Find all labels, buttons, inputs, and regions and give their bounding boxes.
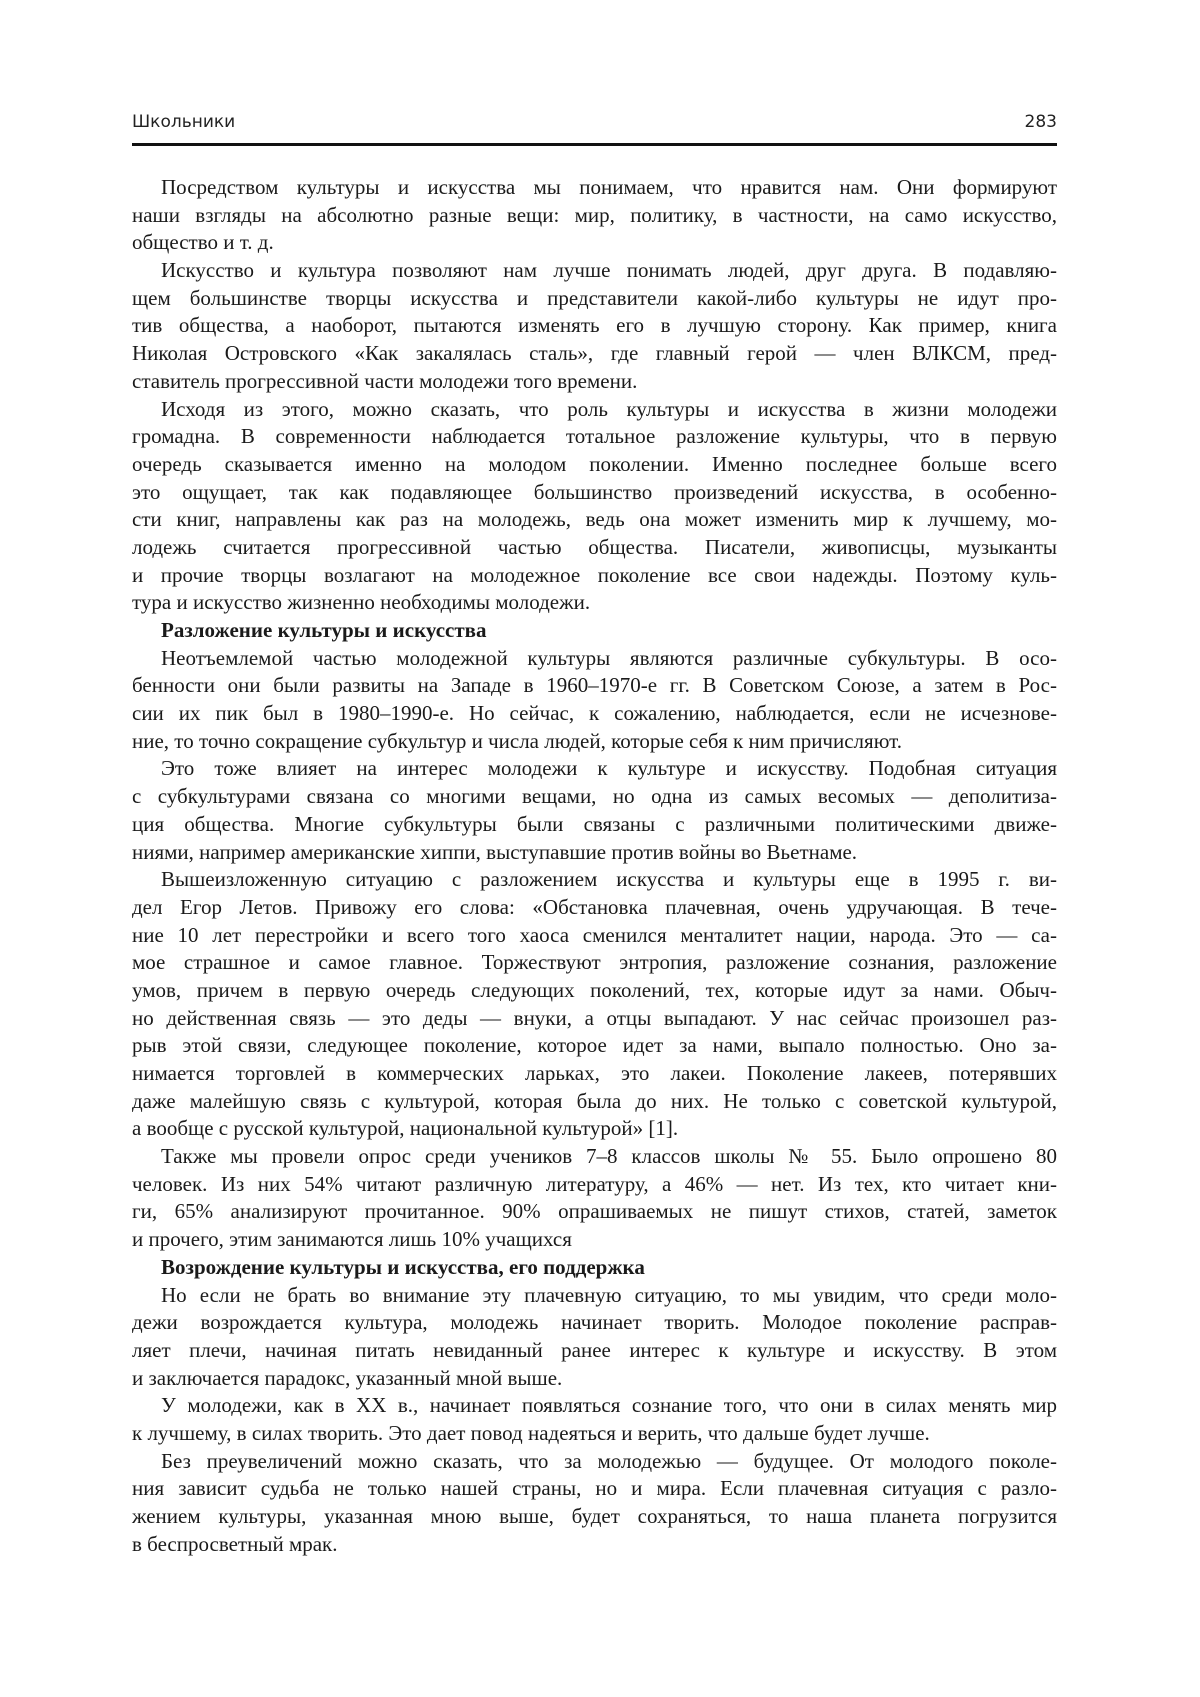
text-line: ставитель прогрессивной части молодежи того времени. (132, 368, 1057, 396)
text-line: Николая Островского «Как закалялась сталь», где главный герой — член ВЛКСМ, пред- (132, 340, 1057, 368)
text-line: жением культуры, указанная мною выше, будет сохраняться, то наша планета погрузится (132, 1503, 1057, 1531)
text-line: ния зависит судьба не только нашей страны, но и мира. Если плачевная ситуация с разло- (132, 1475, 1057, 1503)
text-line: а вообще с русской культурой, национальной культурой» [1]. (132, 1115, 1057, 1143)
text-line: и заключается парадокс, указанный мной выше. (132, 1365, 1057, 1393)
text-line: Без преувеличений можно сказать, что за молодежью — будущее. От молодого поколе- (132, 1448, 1057, 1476)
text-line: Возрождение культуры и искусства, его поддержка (132, 1254, 1057, 1282)
section-title: Школьники (132, 112, 235, 132)
paragraph (132, 257, 1057, 395)
text-line: даже малейшую связь с культурой, которая была до них. Не только с советской культурой, (132, 1088, 1057, 1116)
paragraph (132, 755, 1057, 866)
text-line: нимается торговлей в коммерческих ларьках, это лакеи. Поколение лакеев, потерявших (132, 1060, 1057, 1088)
text-line: и прочего, этим занимаются лишь 10% учащихся (132, 1226, 1057, 1254)
text-line: щем большинстве творцы искусства и представители какой-либо культуры не идут про- (132, 285, 1057, 313)
text-line: У молодежи, как в XX в., начинает появляться сознание того, что они в силах менять мир (132, 1392, 1057, 1420)
text-line: это ощущает, так как подавляющее большинство произведений искусства, в особенно- (132, 479, 1057, 507)
text-line: ция общества. Многие субкультуры были связаны с различными политическими движе- (132, 811, 1057, 839)
text-line: ние 10 лет перестройки и всего того хаоса сменился менталитет нации, народа. Это — са- (132, 922, 1057, 950)
text-line: Вышеизложенную ситуацию с разложением искусства и культуры еще в 1995 г. ви- (132, 866, 1057, 894)
paragraph (132, 396, 1057, 618)
text-line: Посредством культуры и искусства мы понимаем, что нравится нам. Они формируют (132, 174, 1057, 202)
text-line: ляет плечи, начиная питать невиданный ранее интерес к культуре и искусству. В этом (132, 1337, 1057, 1365)
text-line: к лучшему, в силах творить. Это дает повод надеяться и верить, что дальше будет лучше. (132, 1420, 1057, 1448)
text-line: мое страшное и самое главное. Торжествуют энтропия, разложение сознания, разложение (132, 949, 1057, 977)
paragraph (132, 1143, 1057, 1254)
text-line: наши взгляды на абсолютно разные вещи: мир, политику, в частности, на само искусство, (132, 202, 1057, 230)
text-line: Но если не брать во внимание эту плачевную ситуацию, то мы увидим, что среди моло- (132, 1282, 1057, 1310)
text-line: Исходя из этого, можно сказать, что роль культуры и искусства в жизни молодежи (132, 396, 1057, 424)
text-line: дел Егор Летов. Привожу его слова: «Обстановка плачевная, очень удручающая. В тече- (132, 894, 1057, 922)
paragraph (132, 174, 1057, 257)
text-line: с субкультурами связана со многими вещами, но одна из самых весомых — деполитиза- (132, 783, 1057, 811)
section-heading (132, 617, 1057, 645)
text-line: сти книг, направлены как раз на молодежь, ведь она может изменить мир к лучшему, мо- (132, 506, 1057, 534)
text-line: Неотъемлемой частью молодежной культуры являются различные субкультуры. В осо- (132, 645, 1057, 673)
text-line: рыв этой связи, следующее поколение, которое идет за нами, выпало полностью. Оно за- (132, 1032, 1057, 1060)
text-line: бенности они были развиты на Западе в 1960–1970-е гг. В Советском Союзе, а затем в Рос- (132, 672, 1057, 700)
paragraph (132, 645, 1057, 756)
text-line: дежи возрождается культура, молодежь начинает творить. Молодое поколение расправ- (132, 1309, 1057, 1337)
text-line: тура и искусство жизненно необходимы молодежи. (132, 589, 1057, 617)
paragraph (132, 1392, 1057, 1447)
paragraph (132, 1448, 1057, 1559)
text-line: в беспросветный мрак. (132, 1531, 1057, 1559)
body-text (132, 174, 1057, 1558)
paragraph (132, 866, 1057, 1143)
header-rule (132, 143, 1057, 146)
text-line: но действенная связь — это деды — внуки, а отцы выпадают. У нас сейчас произошел раз- (132, 1005, 1057, 1033)
text-line: умов, причем в первую очередь следующих поколений, тех, которые идут за нами. Обыч- (132, 977, 1057, 1005)
paragraph (132, 1282, 1057, 1393)
text-line: Также мы провели опрос среди учеников 7–8 классов школы № 55. Было опрошено 80 (132, 1143, 1057, 1171)
text-line: Искусство и культура позволяют нам лучше понимать людей, друг друга. В подавляю- (132, 257, 1057, 285)
text-line: Разложение культуры и искусства (132, 617, 1057, 645)
page-number: 283 (1025, 112, 1057, 132)
text-line: лодежь считается прогрессивной частью общества. Писатели, живописцы, музыканты (132, 534, 1057, 562)
running-head (132, 112, 1057, 138)
text-line: тив общества, а наоборот, пытаются изменять его в лучшую сторону. Как пример, книга (132, 312, 1057, 340)
text-line: ги, 65% анализируют прочитанное. 90% опрашиваемых не пишут стихов, статей, заметок (132, 1198, 1057, 1226)
text-line: Это тоже влияет на интерес молодежи к культуре и искусству. Подобная ситуация (132, 755, 1057, 783)
text-line: ниями, например американские хиппи, выступавшие против войны во Вьетнаме. (132, 839, 1057, 867)
text-line: человек. Из них 54% читают различную литературу, а 46% — нет. Из тех, кто читает кни- (132, 1171, 1057, 1199)
text-line: и прочие творцы возлагают на молодежное поколение все свои надежды. Поэтому куль- (132, 562, 1057, 590)
text-line: очередь сказывается именно на молодом поколении. Именно последнее больше всего (132, 451, 1057, 479)
text-line: общество и т. д. (132, 229, 1057, 257)
section-heading (132, 1254, 1057, 1282)
text-line: сии их пик был в 1980–1990-е. Но сейчас, к сожалению, наблюдается, если не исчезнове- (132, 700, 1057, 728)
text-line: ние, то точно сокращение субкультур и числа людей, которые себя к ним причисляют. (132, 728, 1057, 756)
text-line: громадна. В современности наблюдается тотальное разложение культуры, что в первую (132, 423, 1057, 451)
